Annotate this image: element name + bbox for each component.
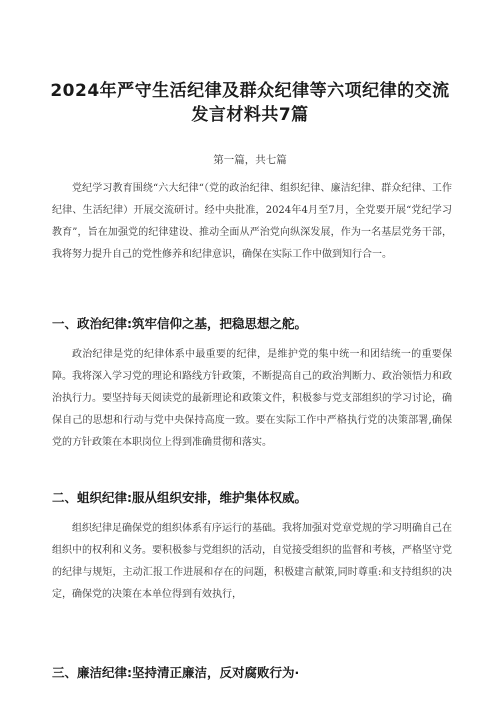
document-title (40, 79, 460, 127)
title-line-1: 2024年严守生活纪律及群众纪律等六项纪律的交流 (50, 81, 450, 102)
section-heading-political: 一、政治纪律:筑牢信仰之基，把稳思想之舵。 (52, 316, 307, 331)
title-line-2: 发言材料共7篇 (191, 105, 309, 126)
section-heading-organization: 二、蛆织纪律:服从组织安排，维护集体权威。 (52, 490, 307, 505)
document-subtitle: 第一篇，共七篇 (213, 154, 287, 166)
section-paragraph-organization: 组织纪律足确保党的组织体系有序运行的基础。我将加强对党章党规的学习明确自己在组织中的权利和义务。要积极参与党组织的活动，自觉接受组织的监督和考核，严格坚守党的纪律与规矩，主动汇报工作进展和存在的问题，积极建言献策,同时尊重:和支持组织的决定，确保党的决策在本单位得到有效执行， (52, 523, 452, 600)
intro-paragraph: 党纪学习教育围绕“六大纪律“（党的政治纪律、组织纪律、廉洁纪律、群众纪律、工作纪律、生活纪律）开展交流研讨。经中央批准，2024年4月至7月，全党要开展“党纪学习教育”，旨在加强党的纪律建设、推动全面从严治党向纵深发展，作为一名基层党务干部，我将努力提升自己的党性修养和纪律意识，确保在实际工作中做到知行合一。 (52, 183, 452, 260)
section-paragraph-political: 政治纪律是党的纪律体系中最重要的纪律，是维护党的集中统一和团结统一的重要保障。我将深入学习党的理论和路线方针政策，不断提高自己的政治判断力、政治领悟力和政治执行力。要坚持每天阅读党的最新理论和政策文件，积极参与党支部组织的学习讨论，确保自己的思想和行动与党中央保持高度一致。要在实际工作中严格执行党的决策部署,确保党的方针政策在本职岗位上得到准确贯彻和落实。 (52, 349, 452, 448)
section-heading-integrity: 三、廉洁纪律:坚持清正廉洁，反对腐败行为· (52, 665, 300, 680)
